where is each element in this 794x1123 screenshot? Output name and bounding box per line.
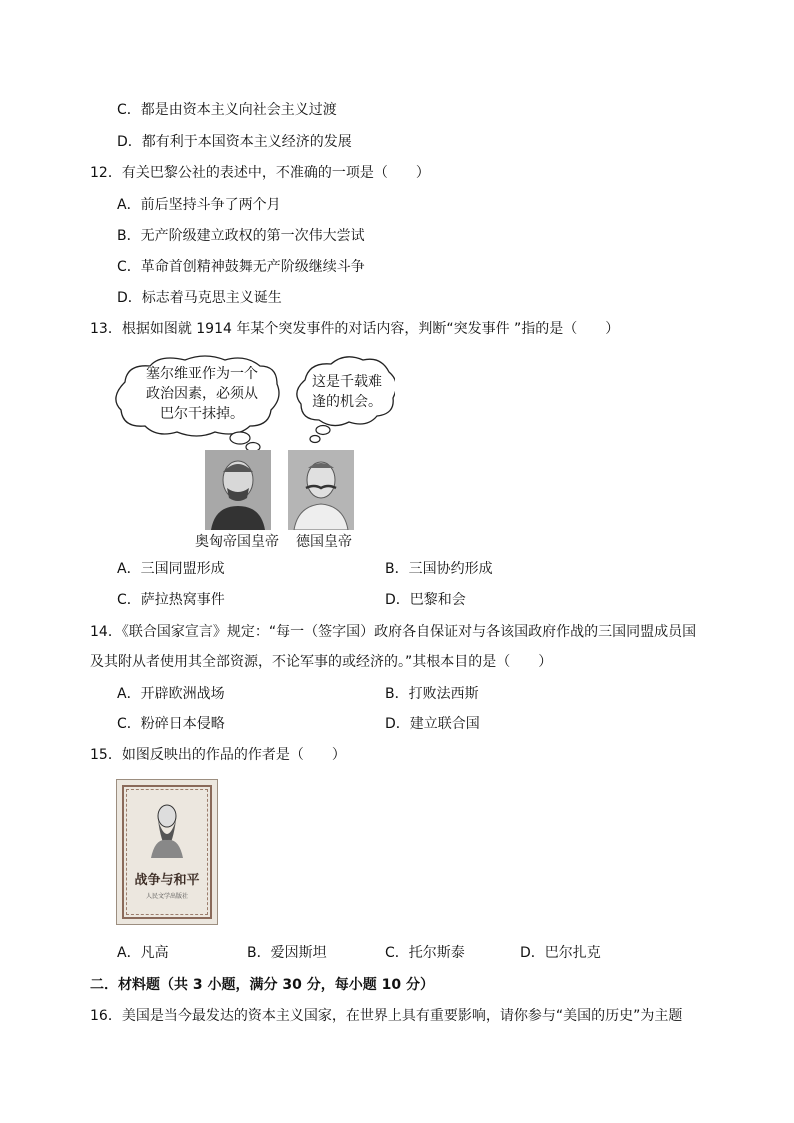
q12-option-c: C．革命首创精神鼓舞无产阶级继续斗争 <box>117 259 365 275</box>
q14-option-b: B．打败法西斯 <box>385 686 479 702</box>
q14-stem-line1: 14．《联合国家宣言》规定：“每一（签字国）政府各自保证对与各该国政府作战的三国同盟成员国 <box>90 624 697 640</box>
q13-stem: 13．根据如图就 1914 年某个突发事件的对话内容，判断“突发事件 ”指的是（ ） <box>90 321 620 337</box>
q15-option-c: C．托尔斯泰 <box>385 945 465 961</box>
q12-option-d: D．标志着马克思主义诞生 <box>117 290 282 306</box>
q13-option-b: B．三国协约形成 <box>385 561 493 577</box>
q13-option-d: D．巴黎和会 <box>385 592 466 608</box>
caption-austro-hungarian-emperor: 奥匈帝国皇帝 <box>195 534 279 550</box>
q12-option-b: B．无产阶级建立政权的第一次伟大尝试 <box>117 228 365 244</box>
author-portrait-sketch <box>147 798 187 858</box>
book-title: 战争与和平 <box>134 873 200 888</box>
book-publisher: 人民文学出版社 <box>145 893 188 900</box>
q15-option-b: B．爱因斯坦 <box>247 945 327 961</box>
section-2-heading: 二．材料题（共 3 小题，满分 30 分，每小题 10 分） <box>90 977 434 993</box>
q11-option-c: C．都是由资本主义向社会主义过渡 <box>117 102 337 118</box>
portrait-german-emperor <box>288 450 354 530</box>
q13-figure <box>105 352 395 552</box>
q15-stem: 15．如图反映出的作品的作者是（ ） <box>90 747 346 763</box>
q15-option-d: D．巴尔扎克 <box>520 945 601 961</box>
q16-stem: 16．美国是当今最发达的资本主义国家，在世界上具有重要影响，请你参与“美国的历史”为主题 <box>90 1008 683 1024</box>
caption-german-emperor: 德国皇帝 <box>296 534 352 550</box>
portrait-austro-hungarian-emperor <box>205 450 271 530</box>
q12-stem: 12．有关巴黎公社的表述中，不准确的一项是（ ） <box>90 165 430 181</box>
q14-option-a: A．开辟欧洲战场 <box>117 686 225 702</box>
q14-stem-line2: 及其附从者使用其全部资源，不论军事的或经济的。”其根本目的是（ ） <box>90 654 553 670</box>
q15-option-a: A．凡高 <box>117 945 169 961</box>
q13-option-c: C．萨拉热窝事件 <box>117 592 225 608</box>
book-cover-war-and-peace <box>116 779 218 925</box>
q14-option-c: C．粉碎日本侵略 <box>117 716 225 732</box>
bubble-left-text: 塞尔维亚作为一个 政治因素，必须从 巴尔干抹掉。 <box>146 366 258 422</box>
q13-option-a: A．三国同盟形成 <box>117 561 225 577</box>
q12-option-a: A．前后坚持斗争了两个月 <box>117 197 281 213</box>
q11-option-d: D．都有利于本国资本主义经济的发展 <box>117 134 352 150</box>
bubble-right-text: 这是千载难 逢的机会。 <box>312 374 382 410</box>
q14-option-d: D．建立联合国 <box>385 716 480 732</box>
